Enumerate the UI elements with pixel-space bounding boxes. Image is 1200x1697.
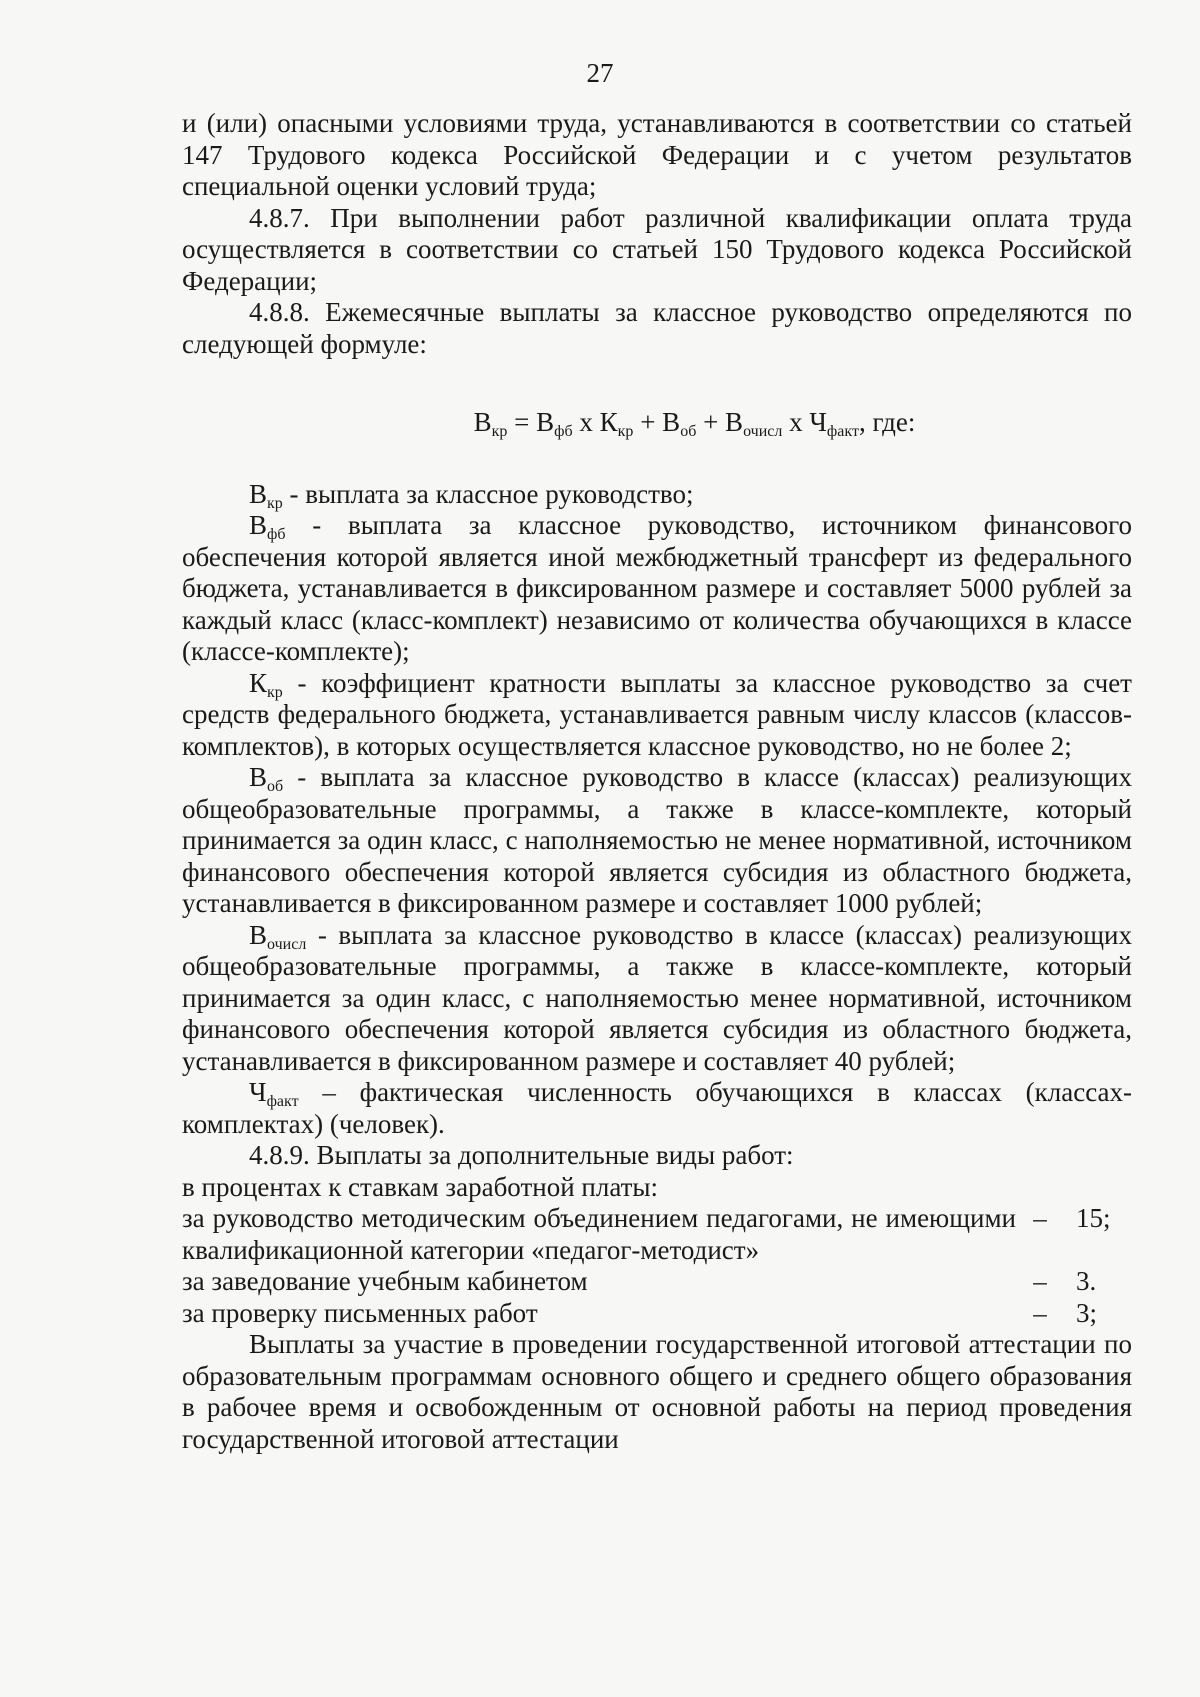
definition-vob — [182, 762, 1132, 920]
paragraph-4-8-9: 4.8.9. Выплаты за дополнительные виды работ: — [249, 1140, 794, 1170]
formula-part: = В — [507, 407, 555, 437]
formula-part: + В — [696, 407, 744, 437]
def-subscript: факт — [266, 1093, 299, 1110]
def-symbol: В — [249, 510, 268, 540]
formula-subscript: фб — [554, 423, 573, 440]
definition-chfakt — [182, 1077, 1132, 1140]
list-item — [182, 1298, 1132, 1330]
def-subscript: фб — [267, 526, 286, 543]
formula-subscript: факт — [826, 423, 859, 440]
def-subscript: кр — [267, 494, 283, 512]
def-text: - выплата за классное руководство; — [282, 478, 694, 509]
item-dash: – — [1033, 1297, 1047, 1328]
formula-part: В — [473, 407, 492, 437]
definition-kkr — [182, 668, 1132, 763]
formula-subscript: кр — [491, 423, 508, 440]
page-number: 27 — [586, 58, 614, 88]
def-subscript: очисл — [267, 935, 307, 953]
list-item — [182, 1266, 1132, 1298]
document-body — [182, 108, 1132, 1455]
percent-intro: в процентах к ставкам заработной платы: — [182, 1171, 659, 1202]
formula-part: , где: — [858, 407, 916, 437]
item-value: 15; — [1076, 1203, 1111, 1233]
formula-subscript: кр — [617, 423, 634, 440]
def-subscript: об — [267, 778, 284, 795]
definition-vfb — [182, 510, 1132, 668]
def-text: - выплата за классное руководство в классе (классах) реализующих общеобразовательные программы, а также в классе-комплекте, который принимается за один класс, с наполняемостью не менее нормативной, источником финансового обеспечения которой является субсидия из областного бюджета, устанавливается в фиксированном размере и составляет 1000 рублей; — [182, 762, 1132, 918]
formula-part: + В — [633, 407, 681, 437]
def-text: - коэффициент кратности выплаты за классное руководство за счет средств федерального бюджета, устанавливается равным числу классов (классов-комплектов), в которых осуществляется классное руководство, но не более 2; — [182, 667, 1132, 761]
paragraph-4-8-7: 4.8.7. При выполнении работ различной квалификации оплата труда осуществляется в соответствии со статьей 150 Трудового кодекса Российской Федерации; — [182, 202, 1132, 296]
formula-subscript: об — [680, 423, 697, 440]
item-value: 3. — [1076, 1266, 1097, 1296]
definition-vochisl — [182, 920, 1132, 1078]
item-text: за заведование учебным кабинетом — [182, 1266, 588, 1296]
item-text: за проверку письменных работ — [182, 1297, 538, 1328]
paragraph-4-8-8: 4.8.8. Ежемесячные выплаты за классное руководство определяются по следующей формуле: — [182, 297, 1132, 359]
def-text: – фактическая численность обучающихся в классах (классах-комплектах) (человек). — [182, 1077, 1132, 1139]
def-symbol: Ч — [249, 1077, 267, 1107]
item-value: 3; — [1076, 1297, 1098, 1328]
item-dash: – — [1033, 1203, 1047, 1233]
payment-formula — [257, 407, 1132, 439]
def-subscript: кр — [267, 683, 283, 701]
formula-part: х К — [572, 407, 618, 437]
item-dash: – — [1033, 1266, 1047, 1296]
list-item — [182, 1203, 1132, 1266]
formula-part: х Ч — [782, 407, 827, 437]
def-symbol: В — [249, 919, 268, 950]
item-text: за руководство методическим объединением педагогами, не имеющими квалификационной категории «педагог-методист» — [182, 1203, 1016, 1265]
def-text: - выплата за классное руководство в классе (классах) реализующих общеобразовательные программы, а также в классе-комплекте, который принимается за один класс, с наполняемостью менее нормативной, источником финансового обеспечения которой является субсидия из областного бюджета, устанавливается в фиксированном размере и составляет 40 рублей; — [182, 919, 1132, 1076]
def-symbol: К — [249, 667, 268, 698]
def-symbol: В — [249, 478, 268, 509]
def-text: - выплата за классное руководство, источником финансового обеспечения которой является иной межбюджетный трансферт из федерального бюджета, устанавливается в фиксированном размере и составляет 5000 рублей за каждый класс (класс-комплект) независимо от количества обучающихся в классе (классе-комплекте); — [182, 510, 1132, 666]
formula-subscript: очисл — [743, 423, 783, 440]
definition-vkr — [182, 479, 1132, 511]
def-symbol: В — [249, 762, 268, 792]
paragraph-gia-payments: Выплаты за участие в проведении государственной итоговой аттестации по образовательным программам основного общего и среднего общего образования в рабочее время и освобожденным от основной работы на период проведения государственной итоговой аттестации — [182, 1329, 1132, 1454]
paragraph-continuation: и (или) опасными условиями труда, устанавливаются в соответствии со статьей 147 Трудового кодекса Российской Федерации и с учетом результатов специальной оценки условий труда; — [182, 108, 1132, 201]
